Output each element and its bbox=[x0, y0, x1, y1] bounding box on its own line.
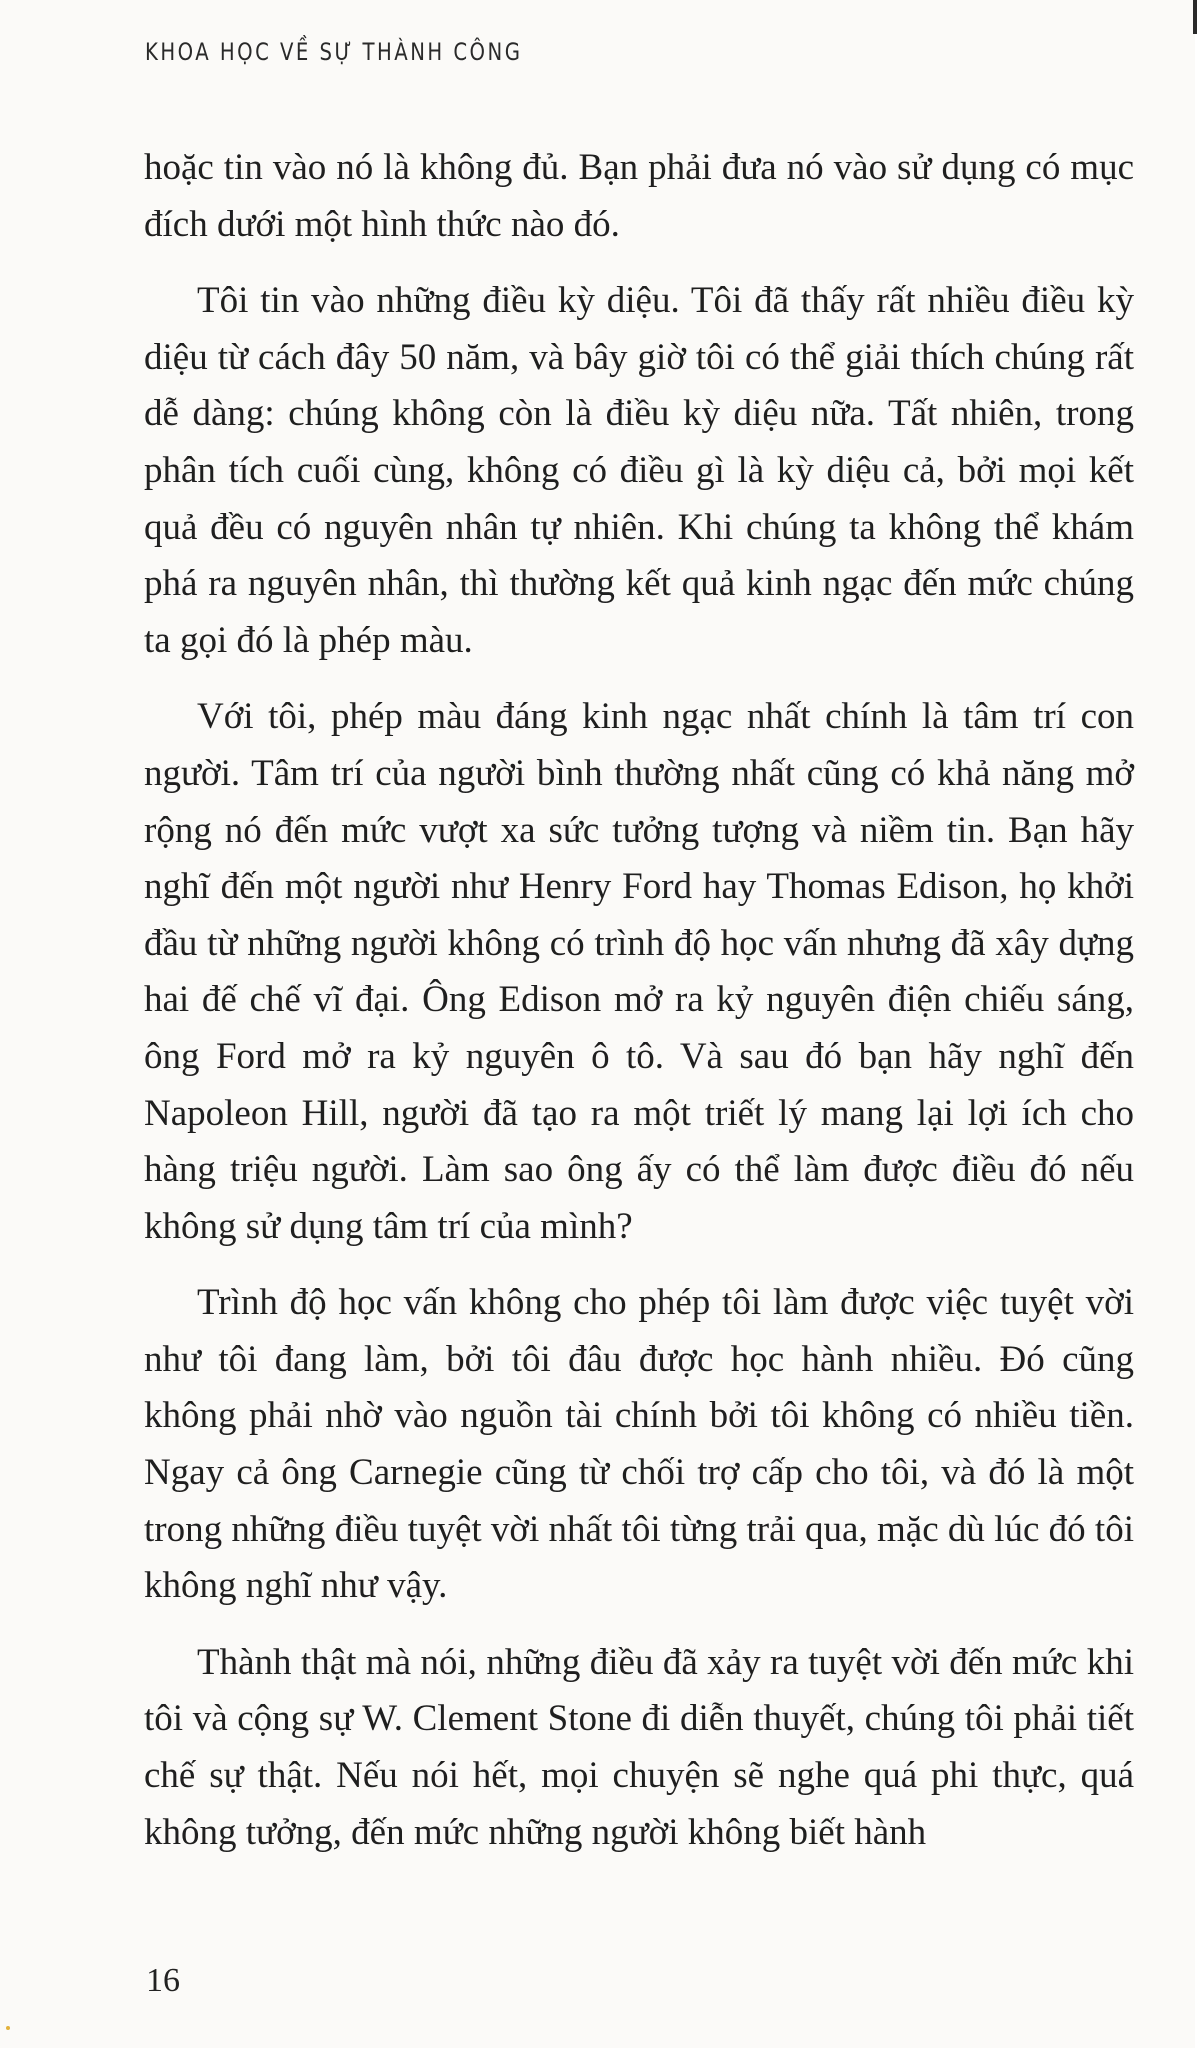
page-edge-mark bbox=[1193, 0, 1197, 34]
page-edge bbox=[1195, 0, 1201, 2048]
scan-speck bbox=[6, 2026, 10, 2030]
paragraph: Thành thật mà nói, những điều đã xảy ra tuyệt vời đến mức khi tôi và cộng sự W. Clement Stone đi diễn thuyết, chúng tôi phải tiết chế sự thật. Nếu nói hết, mọi chuyện sẽ nghe quá phi thực, quá không tưởng, đến mức những người không biết hành bbox=[144, 1641, 1134, 1853]
body-text bbox=[144, 140, 1134, 1881]
page-number: 16 bbox=[146, 1962, 180, 1999]
paragraph: Tôi tin vào những điều kỳ diệu. Tôi đã thấy rất nhiều điều kỳ diệu từ cách đây 50 năm, và bây giờ tôi có thể giải thích chúng rất dễ dàng: chúng không còn là điều kỳ diệu nữa. Tất nhiên, trong phân tích cuối cùng, không có điều gì là kỳ diệu cả, bởi mọi kết quả đều có nguyên nhân tự nhiên. Khi chúng ta không thể khám phá ra nguyên nhân, thì thường kết quả kinh ngạc đến mức chúng ta gọi đó là phép màu. bbox=[144, 280, 1134, 661]
paragraph: Với tôi, phép màu đáng kinh ngạc nhất chính là tâm trí con người. Tâm trí của người bình thường nhất cũng có khả năng mở rộng nó đến mức vượt xa sức tưởng tượng và niềm tin. Bạn hãy nghĩ đến một người như Henry Ford hay Thomas Edison, họ khởi đầu từ những người không có trình độ học vấn nhưng đã xây dựng hai đế chế vĩ đại. Ông Edison mở ra kỷ nguyên điện chiếu sáng, ông Ford mở ra kỷ nguyên ô tô. Và sau đó bạn hãy nghĩ đến Napoleon Hill, người đã tạo ra một triết lý mang lại lợi ích cho hàng triệu người. Làm sao ông ấy có thể làm được điều đó nếu không sử dụng tâm trí của mình? bbox=[144, 696, 1134, 1247]
running-header: KHOA HỌC VỀ SỰ THÀNH CÔNG bbox=[145, 38, 523, 66]
paragraph-continued: hoặc tin vào nó là không đủ. Bạn phải đưa nó vào sử dụng có mục đích dưới một hình thức nào đó. bbox=[144, 147, 1134, 245]
paragraph: Trình độ học vấn không cho phép tôi làm được việc tuyệt vời như tôi đang làm, bởi tôi đâu được học hành nhiều. Đó cũng không phải nhờ vào nguồn tài chính bởi tôi không có nhiều tiền. Ngay cả ông Carnegie cũng từ chối trợ cấp cho tôi, và đó là một trong những điều tuyệt vời nhất tôi từng trải qua, mặc dù lúc đó tôi không nghĩ như vậy. bbox=[144, 1282, 1134, 1607]
